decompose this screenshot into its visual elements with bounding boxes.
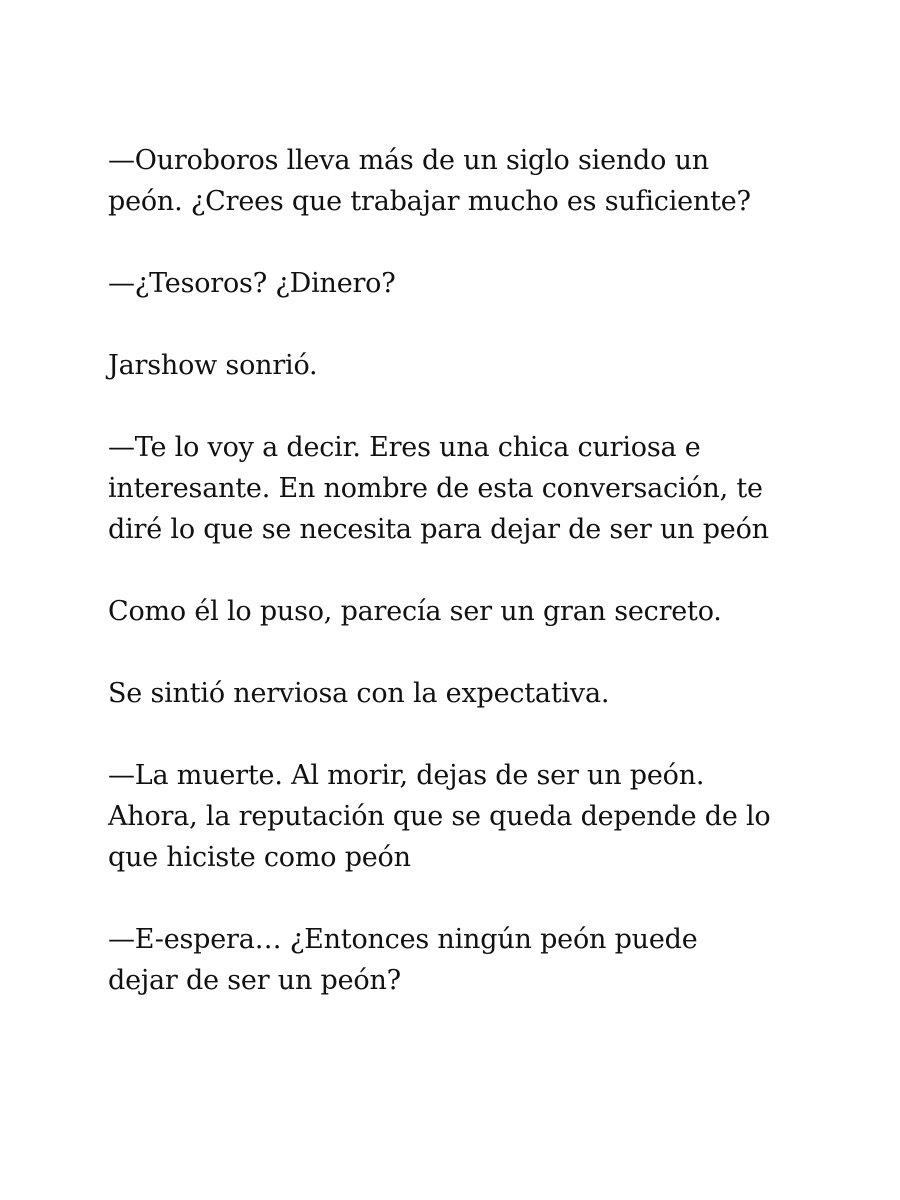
paragraph-3 — [108, 345, 808, 386]
text-line: —Ouroboros lleva más de un siglo siendo un — [108, 145, 709, 176]
text-line: —¿Tesoros? ¿Dinero? — [108, 268, 396, 299]
text-line: Como él lo puso, parecía ser un gran secreto. — [108, 596, 722, 627]
text-line: interesante. En nombre de esta conversación, te — [108, 473, 763, 504]
text-line: —Te lo voy a decir. Eres una chica curiosa e — [108, 432, 701, 463]
paragraph-5 — [108, 591, 808, 632]
paragraph-2 — [108, 263, 808, 304]
text-line: —La muerte. Al morir, dejas de ser un peón. — [108, 760, 705, 791]
text-line: Ahora, la reputación que se queda depende de lo — [108, 801, 771, 832]
text-line: Se sintió nerviosa con la expectativa. — [108, 678, 610, 709]
text-line: que hiciste como peón — [108, 842, 411, 873]
text-line: dejar de ser un peón? — [108, 965, 401, 996]
paragraph-4 — [108, 427, 808, 550]
text-line: —E-espera… ¿Entonces ningún peón puede — [108, 924, 698, 955]
paragraph-6 — [108, 673, 808, 714]
document-page — [108, 140, 808, 1042]
text-line: diré lo que se necesita para dejar de ser un peón — [108, 514, 769, 545]
paragraph-8 — [108, 919, 808, 1001]
paragraph-1 — [108, 140, 808, 222]
text-line: Jarshow sonrió. — [108, 350, 318, 381]
paragraph-7 — [108, 755, 808, 878]
text-line: peón. ¿Crees que trabajar mucho es suficiente? — [108, 186, 751, 217]
